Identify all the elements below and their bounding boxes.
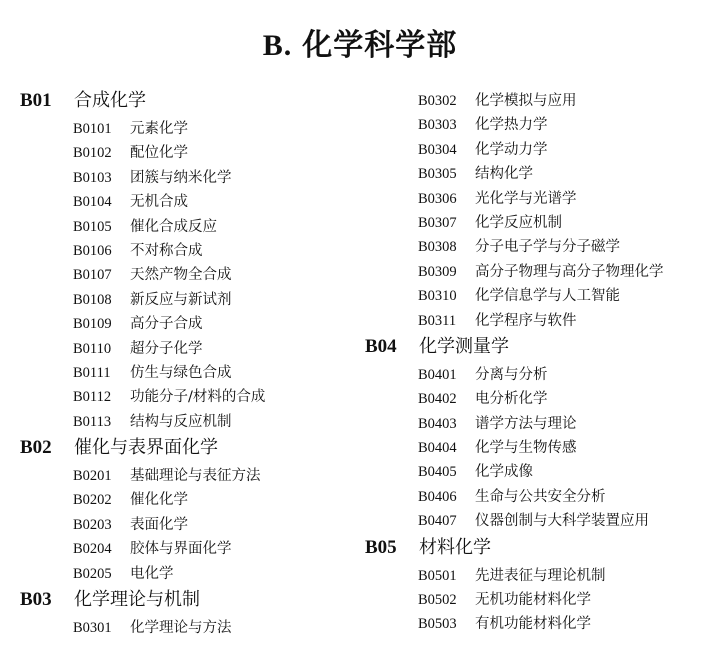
subject-item <box>365 508 710 532</box>
subject-code: B0109 <box>73 316 112 333</box>
subject-item <box>20 512 350 536</box>
subject-code: B0310 <box>418 288 457 305</box>
subject-item <box>20 615 350 639</box>
subject-code: B0103 <box>73 169 112 186</box>
subject-name: 无机功能材料化学 <box>475 592 591 609</box>
subject-name: 功能分子/材料的合成 <box>130 389 266 406</box>
section-item-list <box>20 116 350 433</box>
subject-name: 基础理论与表征方法 <box>130 468 261 485</box>
section-code: B02 <box>20 437 52 459</box>
right-sections <box>365 332 710 636</box>
subject-code: B0403 <box>418 415 457 432</box>
section-name: 催化与表界面化学 <box>74 437 218 459</box>
section-name: 合成化学 <box>74 90 146 111</box>
subject-name: 化学理论与方法 <box>130 620 232 637</box>
subject-code: B0308 <box>418 239 457 256</box>
subject-item <box>20 336 350 360</box>
subject-code: B0309 <box>418 263 457 280</box>
subject-code: B0107 <box>73 267 112 284</box>
subject-name: 配位化学 <box>130 145 188 162</box>
section-header <box>365 533 710 563</box>
subject-name: 化学热力学 <box>475 117 548 134</box>
subject-name: 生命与公共安全分析 <box>475 488 606 505</box>
subject-item <box>365 484 710 508</box>
section-header <box>20 433 350 463</box>
subject-item <box>365 186 710 210</box>
section-item-list <box>365 563 710 636</box>
subject-code: B0104 <box>73 194 112 211</box>
section-item-list <box>365 362 710 533</box>
subject-item <box>20 116 350 140</box>
subject-code: B0106 <box>73 242 112 259</box>
subject-name: 结构化学 <box>475 166 533 183</box>
subject-code: B0304 <box>418 141 457 158</box>
subject-name: 新反应与新试剂 <box>130 291 232 308</box>
section-block <box>365 332 710 533</box>
subject-item <box>365 161 710 185</box>
subject-name: 胶体与界面化学 <box>130 541 232 558</box>
subject-code: B0205 <box>73 565 112 582</box>
subject-name: 超分子化学 <box>130 340 203 357</box>
subject-name: 化学成像 <box>475 464 533 481</box>
subject-item <box>365 234 710 258</box>
subject-code: B0307 <box>418 214 457 231</box>
subject-code: B0407 <box>418 513 457 530</box>
subject-item <box>365 587 710 611</box>
subject-item <box>365 112 710 136</box>
subject-name: 分子电子学与分子磁学 <box>475 239 620 256</box>
subject-name: 化学信息学与人工智能 <box>475 288 620 305</box>
subject-item <box>20 238 350 262</box>
section-code: B05 <box>365 536 397 558</box>
subject-item <box>20 287 350 311</box>
subject-name: 天然产物全合成 <box>130 267 232 284</box>
subject-code: B0204 <box>73 541 112 558</box>
subject-item <box>20 165 350 189</box>
subject-item <box>20 140 350 164</box>
subject-code: B0303 <box>418 117 457 134</box>
subject-name: 分离与分析 <box>475 366 548 383</box>
subject-code: B0113 <box>73 413 112 430</box>
subject-code: B0502 <box>418 592 457 609</box>
subject-code: B0503 <box>418 616 457 633</box>
subject-item <box>365 308 710 332</box>
subject-item <box>365 283 710 307</box>
section-item-list <box>20 615 350 639</box>
subject-code: B0202 <box>73 492 112 509</box>
subject-item <box>20 536 350 560</box>
subject-code: B0102 <box>73 145 112 162</box>
page-title-text: 化学科学部 <box>302 28 458 63</box>
section-code: B03 <box>20 589 52 611</box>
subject-code: B0401 <box>418 366 457 383</box>
section-name: 化学测量学 <box>419 335 509 357</box>
subject-name: 结构与反应机制 <box>130 413 232 430</box>
continued-item-list <box>365 88 710 332</box>
subject-name: 催化合成反应 <box>130 218 217 235</box>
section-name: 材料化学 <box>419 536 491 558</box>
subject-item <box>20 360 350 384</box>
subject-name: 先进表征与理论机制 <box>475 567 606 584</box>
subject-item <box>20 384 350 408</box>
subject-name: 催化化学 <box>130 492 188 509</box>
subject-name: 化学与生物传感 <box>475 440 577 457</box>
subject-item <box>20 311 350 335</box>
subject-item <box>20 487 350 511</box>
subject-code: B0302 <box>418 93 457 109</box>
subject-name: 化学动力学 <box>475 141 548 158</box>
section-block <box>20 86 350 433</box>
subject-item <box>365 435 710 459</box>
page-title-code: B. <box>262 29 293 62</box>
subject-code: B0305 <box>418 166 457 183</box>
subject-item <box>365 411 710 435</box>
subject-item <box>365 362 710 386</box>
subject-code: B0301 <box>73 620 112 637</box>
subject-name: 无机合成 <box>130 194 188 211</box>
subject-item <box>365 88 710 112</box>
subject-code: B0112 <box>73 389 112 406</box>
subject-name: 化学程序与软件 <box>475 312 577 329</box>
subject-item <box>365 459 710 483</box>
subject-code: B0101 <box>73 121 112 137</box>
page-title <box>0 22 720 70</box>
subject-name: 高分子物理与高分子物理化学 <box>475 263 664 280</box>
subject-code: B0311 <box>418 312 457 329</box>
subject-code: B0203 <box>73 516 112 533</box>
subject-code: B0405 <box>418 464 457 481</box>
subject-item <box>20 561 350 585</box>
subject-code: B0111 <box>73 364 111 381</box>
subject-item <box>365 210 710 234</box>
section-block <box>365 533 710 636</box>
section-header <box>20 585 350 615</box>
subject-name: 仿生与绿色合成 <box>130 364 232 381</box>
subject-item <box>20 189 350 213</box>
subject-item <box>20 262 350 286</box>
subject-name: 元素化学 <box>130 121 188 137</box>
section-name: 化学理论与机制 <box>74 589 200 611</box>
subject-item <box>365 386 710 410</box>
subject-item <box>365 137 710 161</box>
subject-name: 表面化学 <box>130 516 188 533</box>
subject-item <box>365 563 710 587</box>
subject-code: B0110 <box>73 340 112 357</box>
right-column <box>365 88 710 636</box>
section-header <box>365 332 710 362</box>
subject-code: B0404 <box>418 440 457 457</box>
subject-code: B0108 <box>73 291 112 308</box>
subject-code: B0406 <box>418 488 457 505</box>
subject-code: B0501 <box>418 567 457 584</box>
subject-code: B0201 <box>73 468 112 485</box>
section-header <box>20 86 350 116</box>
section-item-list <box>20 463 350 585</box>
subject-item <box>20 463 350 487</box>
section-block <box>20 433 350 585</box>
subject-name: 不对称合成 <box>130 242 203 259</box>
subject-name: 高分子合成 <box>130 316 203 333</box>
left-column <box>20 86 350 639</box>
subject-name: 光化学与光谱学 <box>475 190 577 207</box>
section-code: B04 <box>365 335 397 357</box>
subject-name: 电化学 <box>130 565 174 582</box>
subject-name: 团簇与纳米化学 <box>130 169 232 186</box>
subject-name: 化学反应机制 <box>475 214 562 231</box>
section-code: B01 <box>20 90 52 111</box>
subject-item <box>20 409 350 433</box>
subject-item <box>20 214 350 238</box>
subject-item <box>365 611 710 635</box>
subject-name: 电分析化学 <box>475 391 548 408</box>
subject-code: B0105 <box>73 218 112 235</box>
subject-name: 仪器创制与大科学装置应用 <box>475 513 649 530</box>
subject-name: 化学模拟与应用 <box>475 93 577 109</box>
subject-code: B0402 <box>418 391 457 408</box>
subject-name: 谱学方法与理论 <box>475 415 577 432</box>
subject-name: 有机功能材料化学 <box>475 616 591 633</box>
subject-item <box>365 259 710 283</box>
section-block <box>20 585 350 639</box>
subject-code: B0306 <box>418 190 457 207</box>
